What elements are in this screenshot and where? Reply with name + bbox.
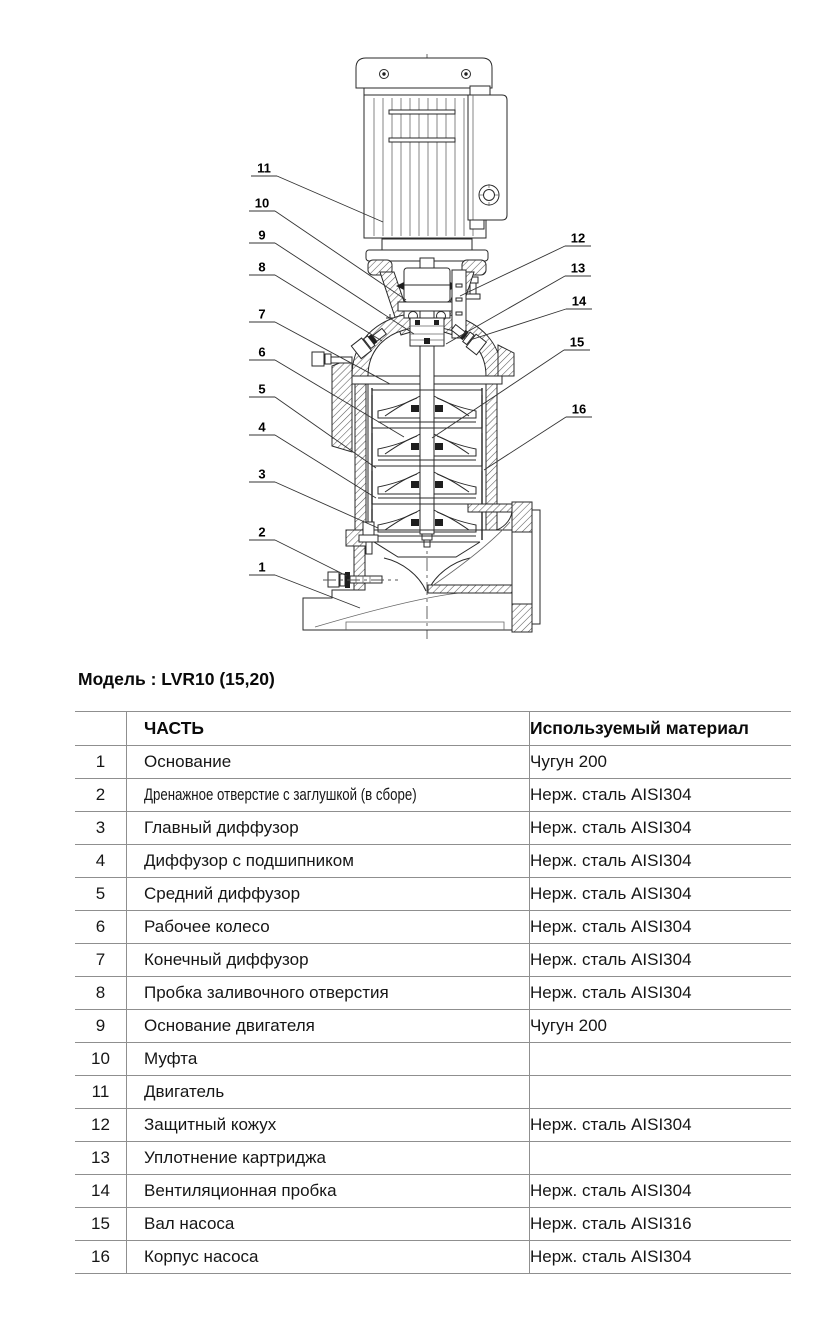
cell-material-name: [530, 812, 792, 845]
material-name-text: Нерж. сталь AISI304: [530, 950, 692, 969]
cell-part-name: [127, 977, 530, 1010]
part-name-text: Вал насоса: [144, 1214, 235, 1233]
table-row: [75, 746, 791, 779]
cell-row-number: [75, 1241, 127, 1274]
cell-part-name: [127, 1109, 530, 1142]
table-row: [75, 1076, 791, 1109]
table-row: [75, 1043, 791, 1076]
part-name-text: Дренажное отверстие с заглушкой (в сборе): [144, 785, 417, 804]
cell-material-name: [530, 746, 792, 779]
callout-16: [484, 402, 592, 471]
material-name-text: Нерж. сталь AISI304: [530, 851, 692, 870]
material-name-text: Нерж. сталь AISI304: [530, 983, 692, 1002]
cell-material-name: [530, 1043, 792, 1076]
material-name-text: Чугун 200: [530, 1016, 608, 1035]
table-row: [75, 1241, 791, 1274]
material-name-text: Нерж. сталь AISI304: [530, 1115, 692, 1134]
row-number-text: 7: [95, 950, 106, 969]
header-material: Используемый материал: [530, 712, 792, 746]
cell-row-number: [75, 1010, 127, 1043]
callout-number: 8: [258, 259, 266, 275]
callout-11: [251, 161, 383, 223]
callout-leader-line: [470, 309, 566, 340]
cell-row-number: [75, 1109, 127, 1142]
row-number-text: 13: [91, 1148, 110, 1167]
table-row: [75, 1142, 791, 1175]
cell-part-name: [127, 944, 530, 977]
cell-material-name: [530, 845, 792, 878]
cell-row-number: [75, 944, 127, 977]
cell-part-name: [127, 1010, 530, 1043]
callout-number: 10: [254, 195, 270, 211]
material-name-text: Чугун 200: [530, 752, 608, 771]
part-name-text: Диффузор с подшипником: [144, 851, 354, 870]
cell-row-number: [75, 1175, 127, 1208]
cell-part-name: [127, 1142, 530, 1175]
part-name-text: Основание двигателя: [144, 1016, 315, 1035]
callout-number: 7: [258, 306, 266, 322]
cell-material-name: [530, 1010, 792, 1043]
cell-material-name: [530, 878, 792, 911]
cell-row-number: [75, 812, 127, 845]
cell-row-number: [75, 1076, 127, 1109]
row-number-text: 4: [95, 851, 106, 870]
part-name-text: Защитный кожух: [144, 1115, 277, 1134]
callout-number: 6: [258, 344, 266, 360]
cell-material-name: [530, 944, 792, 977]
material-name-text: Нерж. сталь AISI304: [530, 818, 692, 837]
callout-number: 3: [258, 466, 266, 482]
row-number-text: 16: [91, 1247, 110, 1266]
row-number-text: 6: [95, 917, 106, 936]
part-name-text: Муфта: [144, 1049, 198, 1068]
table-row: [75, 1175, 791, 1208]
callout-leader-line: [275, 540, 347, 576]
material-name-text: Нерж. сталь AISI304: [530, 1181, 692, 1200]
callout-number: 1: [258, 559, 266, 575]
part-name-text: Пробка заливочного отверстия: [144, 983, 389, 1002]
cell-row-number: [75, 977, 127, 1010]
cell-material-name: [530, 1109, 792, 1142]
cell-row-number: [75, 878, 127, 911]
table-row: [75, 944, 791, 977]
table-row: [75, 845, 791, 878]
discharge-flange: [512, 502, 540, 632]
part-name-text: Двигатель: [144, 1082, 225, 1101]
row-number-text: 10: [91, 1049, 110, 1068]
table-row: [75, 911, 791, 944]
cell-row-number: [75, 1043, 127, 1076]
cell-material-name: [530, 1142, 792, 1175]
cell-part-name: [127, 878, 530, 911]
callout-number: 12: [570, 230, 586, 246]
row-number-text: 2: [95, 785, 106, 804]
table-row: [75, 1109, 791, 1142]
cell-row-number: [75, 746, 127, 779]
part-name-text: Корпус насоса: [144, 1247, 259, 1266]
table-row: [75, 1208, 791, 1241]
cell-part-name: [127, 1076, 530, 1109]
part-name-text: Вентиляционная пробка: [144, 1181, 337, 1200]
cell-material-name: [530, 1175, 792, 1208]
table-row: [75, 812, 791, 845]
cell-material-name: [530, 911, 792, 944]
callout-number: 15: [569, 334, 585, 350]
cell-row-number: [75, 911, 127, 944]
row-number-text: 3: [95, 818, 106, 837]
row-number-text: 8: [95, 983, 106, 1002]
callout-number: 16: [571, 401, 587, 417]
cell-row-number: [75, 845, 127, 878]
header-part: ЧАСТЬ: [127, 712, 530, 746]
model-title: Модель : LVR10 (15,20): [78, 669, 275, 689]
callout-number: 5: [258, 381, 266, 397]
table-row: [75, 1010, 791, 1043]
table-header-row: [75, 712, 791, 746]
part-name-text: Конечный диффузор: [144, 950, 309, 969]
cell-material-name: [530, 977, 792, 1010]
part-name-text: Рабочее колесо: [144, 917, 270, 936]
row-number-text: 9: [95, 1016, 106, 1035]
material-name-text: Нерж. сталь AISI304: [530, 917, 692, 936]
cell-part-name: [127, 779, 530, 812]
row-number-text: 5: [95, 884, 106, 903]
callout-number: 9: [258, 227, 266, 243]
cell-material-name: [530, 1076, 792, 1109]
callout-14: [470, 294, 592, 341]
callout-number: 13: [570, 260, 586, 276]
row-number-text: 12: [91, 1115, 110, 1134]
cell-part-name: [127, 1241, 530, 1274]
parts-table: [75, 711, 791, 1274]
cell-part-name: [127, 1175, 530, 1208]
callout-number: 2: [258, 524, 266, 540]
cell-row-number: [75, 1142, 127, 1175]
row-number-text: 14: [91, 1181, 110, 1200]
part-name-text: Основание: [144, 752, 232, 771]
row-number-text: 1: [95, 752, 106, 771]
cell-part-name: [127, 911, 530, 944]
cartridge-seal: [410, 318, 444, 346]
cell-part-name: [127, 812, 530, 845]
cell-material-name: [530, 1241, 792, 1274]
cell-part-name: [127, 1208, 530, 1241]
cell-part-name: [127, 845, 530, 878]
material-name-text: Нерж. сталь AISI304: [530, 785, 692, 804]
part-name-text: Главный диффузор: [144, 818, 299, 837]
cell-row-number: [75, 779, 127, 812]
cell-row-number: [75, 1208, 127, 1241]
callout-number: 4: [258, 419, 266, 435]
table-row: [75, 779, 791, 812]
row-number-text: 15: [91, 1214, 110, 1233]
cell-material-name: [530, 779, 792, 812]
motor-terminal-box: [468, 86, 507, 229]
table-row: [75, 878, 791, 911]
part-name-text: Средний диффузор: [144, 884, 301, 903]
table-row: [75, 977, 791, 1010]
material-name-text: Нерж. сталь AISI304: [530, 884, 692, 903]
callout-number: 14: [571, 293, 587, 309]
cell-material-name: [530, 1208, 792, 1241]
material-name-text: Нерж. сталь AISI304: [530, 1247, 692, 1266]
callout-number: 11: [257, 160, 271, 176]
header-num: [75, 712, 127, 746]
cell-part-name: [127, 746, 530, 779]
part-name-text: Уплотнение картриджа: [144, 1148, 326, 1167]
row-number-text: 11: [91, 1082, 110, 1101]
cell-part-name: [127, 1043, 530, 1076]
material-name-text: Нерж. сталь AISI316: [530, 1214, 692, 1233]
